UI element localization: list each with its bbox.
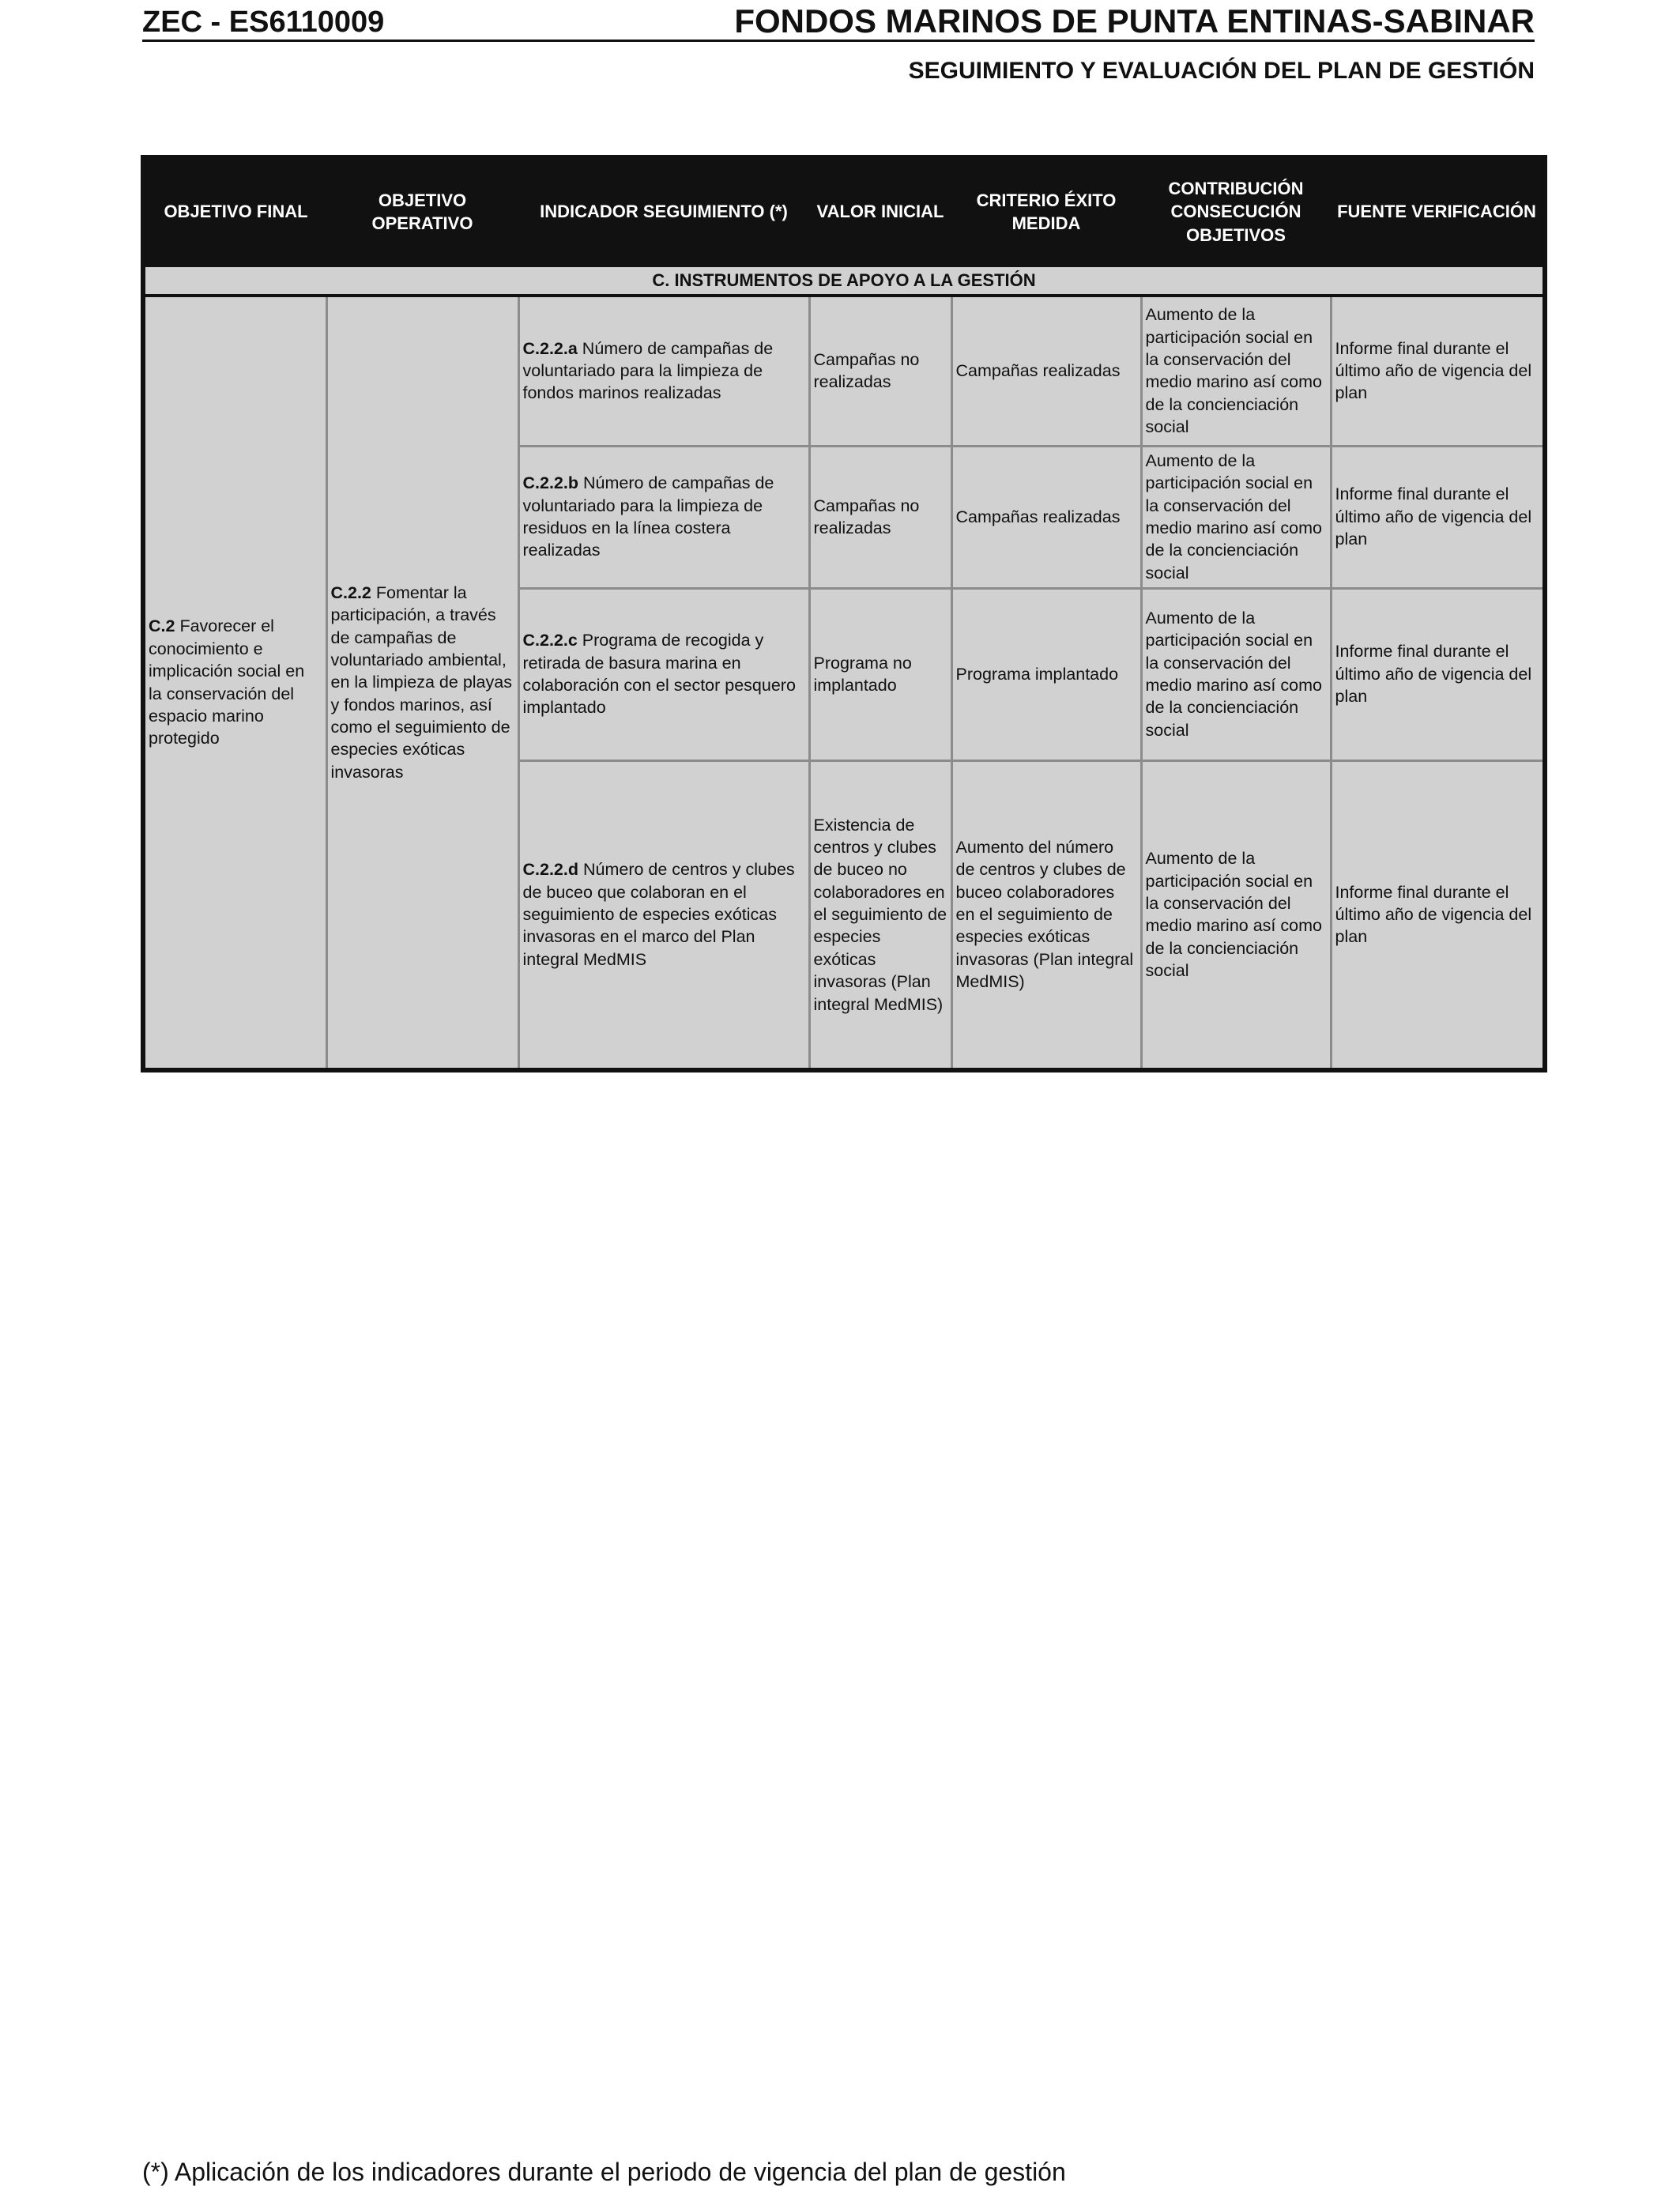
fuente-verificacion-cell: Informe final durante el último año de vigencia del plan <box>1331 588 1545 760</box>
col-header-criterio-exito: CRITERIO ÉXITO MEDIDA <box>951 157 1141 266</box>
table-header-row <box>143 157 1545 266</box>
footnote: (*) Aplicación de los indicadores durante el periodo de vigencia del plan de gestión <box>142 2158 1066 2186</box>
criterio-exito-cell: Campañas realizadas <box>951 296 1141 446</box>
indicador-code: C.2.2.a <box>522 338 578 358</box>
valor-inicial-cell: Campañas no realizadas <box>809 296 951 446</box>
objetivo-final-code: C.2 <box>149 616 175 636</box>
col-header-objetivo-operativo: OBJETIVO OPERATIVO <box>326 157 518 266</box>
col-header-fuente: FUENTE VERIFICACIÓN <box>1331 157 1545 266</box>
doc-code: ZEC - ES6110009 <box>142 6 385 39</box>
indicador-cell <box>518 446 809 588</box>
indicador-text: Número de campañas de voluntariado para la limpieza de fondos marinos realizadas <box>522 338 774 403</box>
criterio-exito-cell: Campañas realizadas <box>951 446 1141 588</box>
doc-subtitle: SEGUIMIENTO Y EVALUACIÓN DEL PLAN DE GESTIÓN <box>908 58 1535 84</box>
contribucion-cell: Aumento de la participación social en la conservación del medio marino así como de la concienciación social <box>1141 296 1331 446</box>
contribucion-cell: Aumento de la participación social en la conservación del medio marino así como de la concienciación social <box>1141 446 1331 588</box>
col-header-indicador: INDICADOR SEGUIMIENTO (*) <box>518 157 809 266</box>
management-plan-table <box>141 155 1547 1072</box>
col-header-valor-inicial: VALOR INICIAL <box>809 157 951 266</box>
objetivo-operativo-cell <box>326 296 518 1070</box>
indicador-cell <box>518 296 809 446</box>
doc-title: FONDOS MARINOS DE PUNTA ENTINAS-SABINAR <box>734 2 1535 40</box>
objetivo-final-cell <box>143 296 326 1070</box>
valor-inicial-cell: Campañas no realizadas <box>809 446 951 588</box>
indicador-cell <box>518 588 809 760</box>
criterio-exito-cell: Aumento del número de centros y clubes de buceo colaboradores en el seguimiento de especies exóticas invasoras (Plan integral MedMIS) <box>951 760 1141 1070</box>
section-row <box>143 266 1545 296</box>
objetivo-operativo-text: Fomentar la participación, a través de campañas de voluntariado ambiental, en la limpieza de playas y fondos marinos, así como el seguimiento de especies exóticas invasoras <box>330 582 512 782</box>
contribucion-cell: Aumento de la participación social en la conservación del medio marino así como de la concienciación social <box>1141 588 1331 760</box>
col-header-contribucion: CONTRIBUCIÓN CONSECUCIÓN OBJETIVOS <box>1141 157 1331 266</box>
indicador-code: C.2.2.d <box>522 860 578 880</box>
fuente-verificacion-cell: Informe final durante el último año de vigencia del plan <box>1331 446 1545 588</box>
criterio-exito-cell: Programa implantado <box>951 588 1141 760</box>
fuente-verificacion-cell: Informe final durante el último año de vigencia del plan <box>1331 760 1545 1070</box>
indicador-text: Programa de recogida y retirada de basura marina en colaboración con el sector pesquero implantado <box>522 631 796 718</box>
objetivo-operativo-code: C.2.2 <box>330 582 371 602</box>
objetivo-final-text: Favorecer el conocimiento e implicación social en la conservación del espacio marino protegido <box>149 616 305 748</box>
fuente-verificacion-cell: Informe final durante el último año de vigencia del plan <box>1331 296 1545 446</box>
indicador-text: Número de campañas de voluntariado para la limpieza de residuos en la línea costera realizadas <box>522 473 774 560</box>
section-title: C. INSTRUMENTOS DE APOYO A LA GESTIÓN <box>143 266 1545 296</box>
indicador-code: C.2.2.c <box>522 631 578 650</box>
document-header <box>142 0 1535 85</box>
contribucion-cell: Aumento de la participación social en la conservación del medio marino así como de la concienciación social <box>1141 760 1331 1070</box>
indicador-text: Número de centros y clubes de buceo que colaboran en el seguimiento de especies exóticas invasoras en el marco del Plan integral MedMIS <box>522 860 795 969</box>
col-header-objetivo-final: OBJETIVO FINAL <box>143 157 326 266</box>
indicador-code: C.2.2.b <box>522 473 578 493</box>
valor-inicial-cell: Programa no implantado <box>809 588 951 760</box>
indicador-cell <box>518 760 809 1070</box>
table-row <box>143 296 1545 446</box>
header-row <box>142 0 1535 42</box>
valor-inicial-cell: Existencia de centros y clubes de buceo no colaboradores en el seguimiento de especies exóticas invasoras (Plan integral MedMIS) <box>809 760 951 1070</box>
